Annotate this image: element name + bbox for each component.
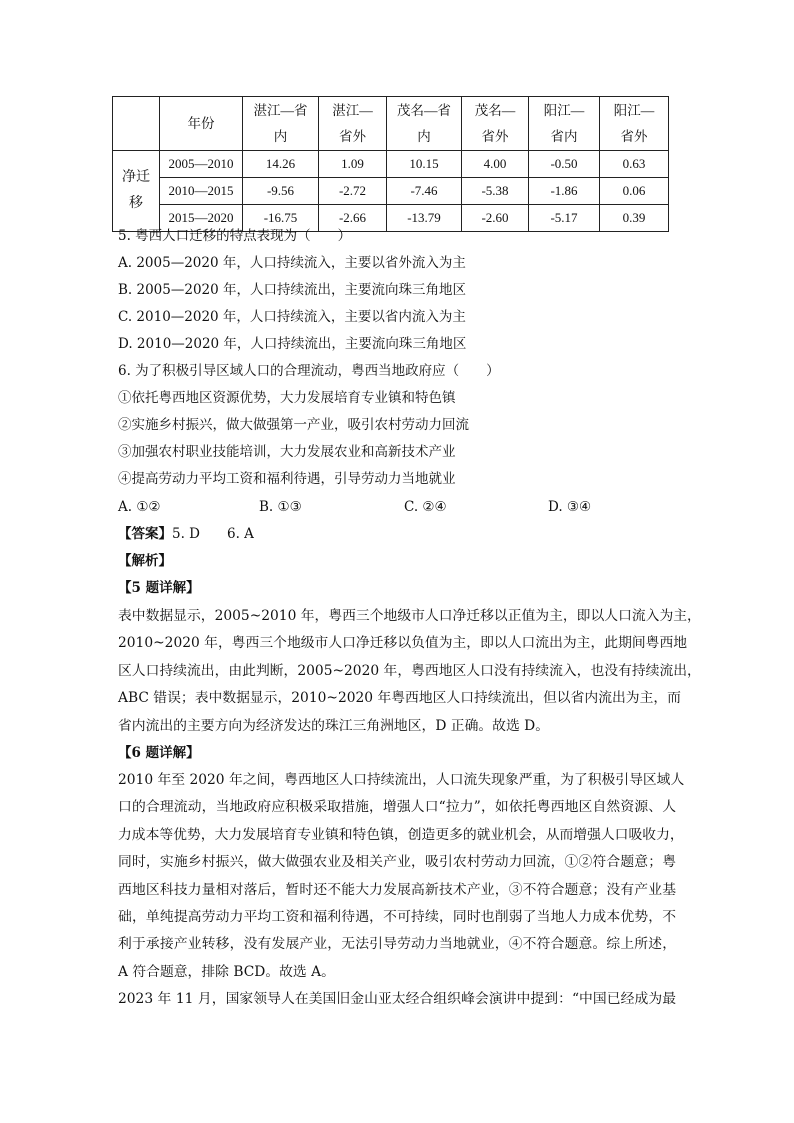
value-cell: -9.56 bbox=[243, 178, 319, 205]
q5-detail-paragraph bbox=[118, 603, 701, 740]
value-cell: -2.72 bbox=[319, 178, 387, 205]
column-header: 茂名— 省外 bbox=[462, 97, 529, 151]
paragraph-line: ABC 错误；表中数据显示，2010~2020 年粤西地区人口持续流出，但以省内流出为主，而 bbox=[118, 690, 681, 707]
paragraph-line: 2023 年 11 月，国家领导人在美国旧金山亚太经合组织峰会演讲中提到：“中国已经成为最 bbox=[118, 991, 676, 1007]
q6-option-d: D. ③④ bbox=[548, 499, 592, 515]
q6-detail-paragraph bbox=[118, 767, 685, 986]
net-migration-table bbox=[112, 96, 669, 232]
value-cell: 10.15 bbox=[387, 151, 462, 178]
value-cell: -7.46 bbox=[387, 178, 462, 205]
answer-line bbox=[118, 521, 254, 548]
q6-item-4: ④提高劳动力平均工资和福利待遇，引导劳动力当地就业 bbox=[118, 471, 456, 487]
column-header: 阳江— 省内 bbox=[529, 97, 600, 151]
column-header: 湛江— 省外 bbox=[319, 97, 387, 151]
value-cell: -16.75 bbox=[243, 205, 319, 232]
paragraph-line: 区人口持续流出，由此判断，2005~2020 年，粤西地区人口没有持续流入，也没有持续流出， bbox=[118, 662, 701, 679]
q6-option-b: B. ①③ bbox=[259, 499, 302, 515]
paragraph-line: 2010~2020 年，粤西三个地级市人口净迁移以负值为主，即以人口流出为主，此期间粤西地 bbox=[118, 635, 688, 652]
column-header: 湛江—省 内 bbox=[243, 97, 319, 151]
q5-detail-heading: 【5 题详解】 bbox=[118, 580, 200, 596]
table-row bbox=[113, 151, 669, 178]
q5-stem: 5. 粤西人口迁移的特点表现为（ ） bbox=[118, 228, 352, 244]
value-cell: 0.63 bbox=[600, 151, 669, 178]
value-cell: -2.60 bbox=[462, 205, 529, 232]
q5-option-d: D. 2010—2020 年，人口持续流出，主要流向珠三角地区 bbox=[118, 336, 467, 352]
q6-stem: 6. 为了积极引导区域人口的合理流动，粤西当地政府应（ ） bbox=[118, 363, 500, 379]
answer-text: 5. D 6. A bbox=[172, 526, 254, 542]
value-cell: -5.17 bbox=[529, 205, 600, 232]
paragraph-line: 西地区科技力量相对落后，暂时还不能大力发展高新技术产业，③不符合题意；没有产业基 bbox=[118, 881, 676, 898]
value-cell: 14.26 bbox=[243, 151, 319, 178]
value-cell: 1.09 bbox=[319, 151, 387, 178]
q6-detail-heading: 【6 题详解】 bbox=[118, 745, 200, 761]
value-cell: 0.06 bbox=[600, 178, 669, 205]
value-cell: -5.38 bbox=[462, 178, 529, 205]
period-cell: 2010—2015 bbox=[160, 178, 243, 205]
q6-item-3: ③加强农村职业技能培训，大力发展农业和高新技术产业 bbox=[118, 444, 456, 460]
answer-label: 【答案】 bbox=[118, 526, 172, 542]
value-cell: 4.00 bbox=[462, 151, 529, 178]
value-cell: -1.86 bbox=[529, 178, 600, 205]
value-cell: 0.39 bbox=[600, 205, 669, 232]
year-header: 年份 bbox=[160, 97, 243, 151]
net-migration-label: 净迁 移 bbox=[113, 151, 160, 232]
paragraph-line: 省内流出的主要方向为经济发达的珠江三角洲地区，D 正确。故选 D。 bbox=[118, 717, 550, 734]
column-header: 茂名—省 内 bbox=[387, 97, 462, 151]
paragraph-line: A 符合题意，排除 BCD。故选 A。 bbox=[118, 963, 335, 980]
paragraph-line: 力成本等优势，大力发展培育专业镇和特色镇，创造更多的就业机会，从而增强人口吸收力， bbox=[118, 826, 684, 843]
next-material-line bbox=[118, 986, 676, 1013]
paragraph-line: 础，单纯提高劳动力平均工资和福利待遇，不可持续，同时也削弱了当地人力成本优势，不 bbox=[118, 909, 676, 926]
q5-option-a: A. 2005—2020 年，人口持续流入，主要以省外流入为主 bbox=[118, 255, 466, 271]
q5-option-b: B. 2005—2020 年，人口持续流出，主要流向珠三角地区 bbox=[118, 282, 467, 298]
q6-item-1: ①依托粤西地区资源优势，大力发展培育专业镇和特色镇 bbox=[118, 390, 456, 406]
paragraph-line: 同时，实施乡村振兴，做大做强农业及相关产业，吸引农村劳动力回流，①②符合题意；粤 bbox=[118, 854, 676, 871]
analysis-label: 【解析】 bbox=[118, 553, 172, 569]
table-row bbox=[113, 178, 669, 205]
paragraph-line: 利于承接产业转移，没有发展产业，无法引导劳动力当地就业，④不符合题意。综上所述， bbox=[118, 936, 676, 953]
table-header-row bbox=[113, 97, 669, 151]
value-cell: -13.79 bbox=[387, 205, 462, 232]
q6-item-2: ②实施乡村振兴，做大做强第一产业，吸引农村劳动力回流 bbox=[118, 417, 469, 433]
q6-options bbox=[118, 494, 678, 521]
column-header: 阳江— 省外 bbox=[600, 97, 669, 151]
table-corner-cell bbox=[113, 97, 160, 151]
paragraph-line: 口的合理流动，当地政府应积极采取措施，增强人口“拉力”，如依托粤西地区自然资源、人 bbox=[118, 799, 676, 816]
value-cell: -2.66 bbox=[319, 205, 387, 232]
paragraph-line: 2010 年至 2020 年之间，粤西地区人口持续流出，人口流失现象严重，为了积极引导区域人 bbox=[118, 772, 685, 788]
q6-option-a: A. ①② bbox=[118, 499, 161, 515]
q6-option-c: C. ②④ bbox=[404, 499, 447, 515]
value-cell: -0.50 bbox=[529, 151, 600, 178]
period-cell: 2015—2020 bbox=[160, 205, 243, 232]
q5-option-c: C. 2010—2020 年，人口持续流入，主要以省内流入为主 bbox=[118, 309, 466, 325]
paragraph-line: 表中数据显示，2005~2010 年，粤西三个地级市人口净迁移以正值为主，即以人口流入为主， bbox=[118, 608, 701, 624]
period-cell: 2005—2010 bbox=[160, 151, 243, 178]
